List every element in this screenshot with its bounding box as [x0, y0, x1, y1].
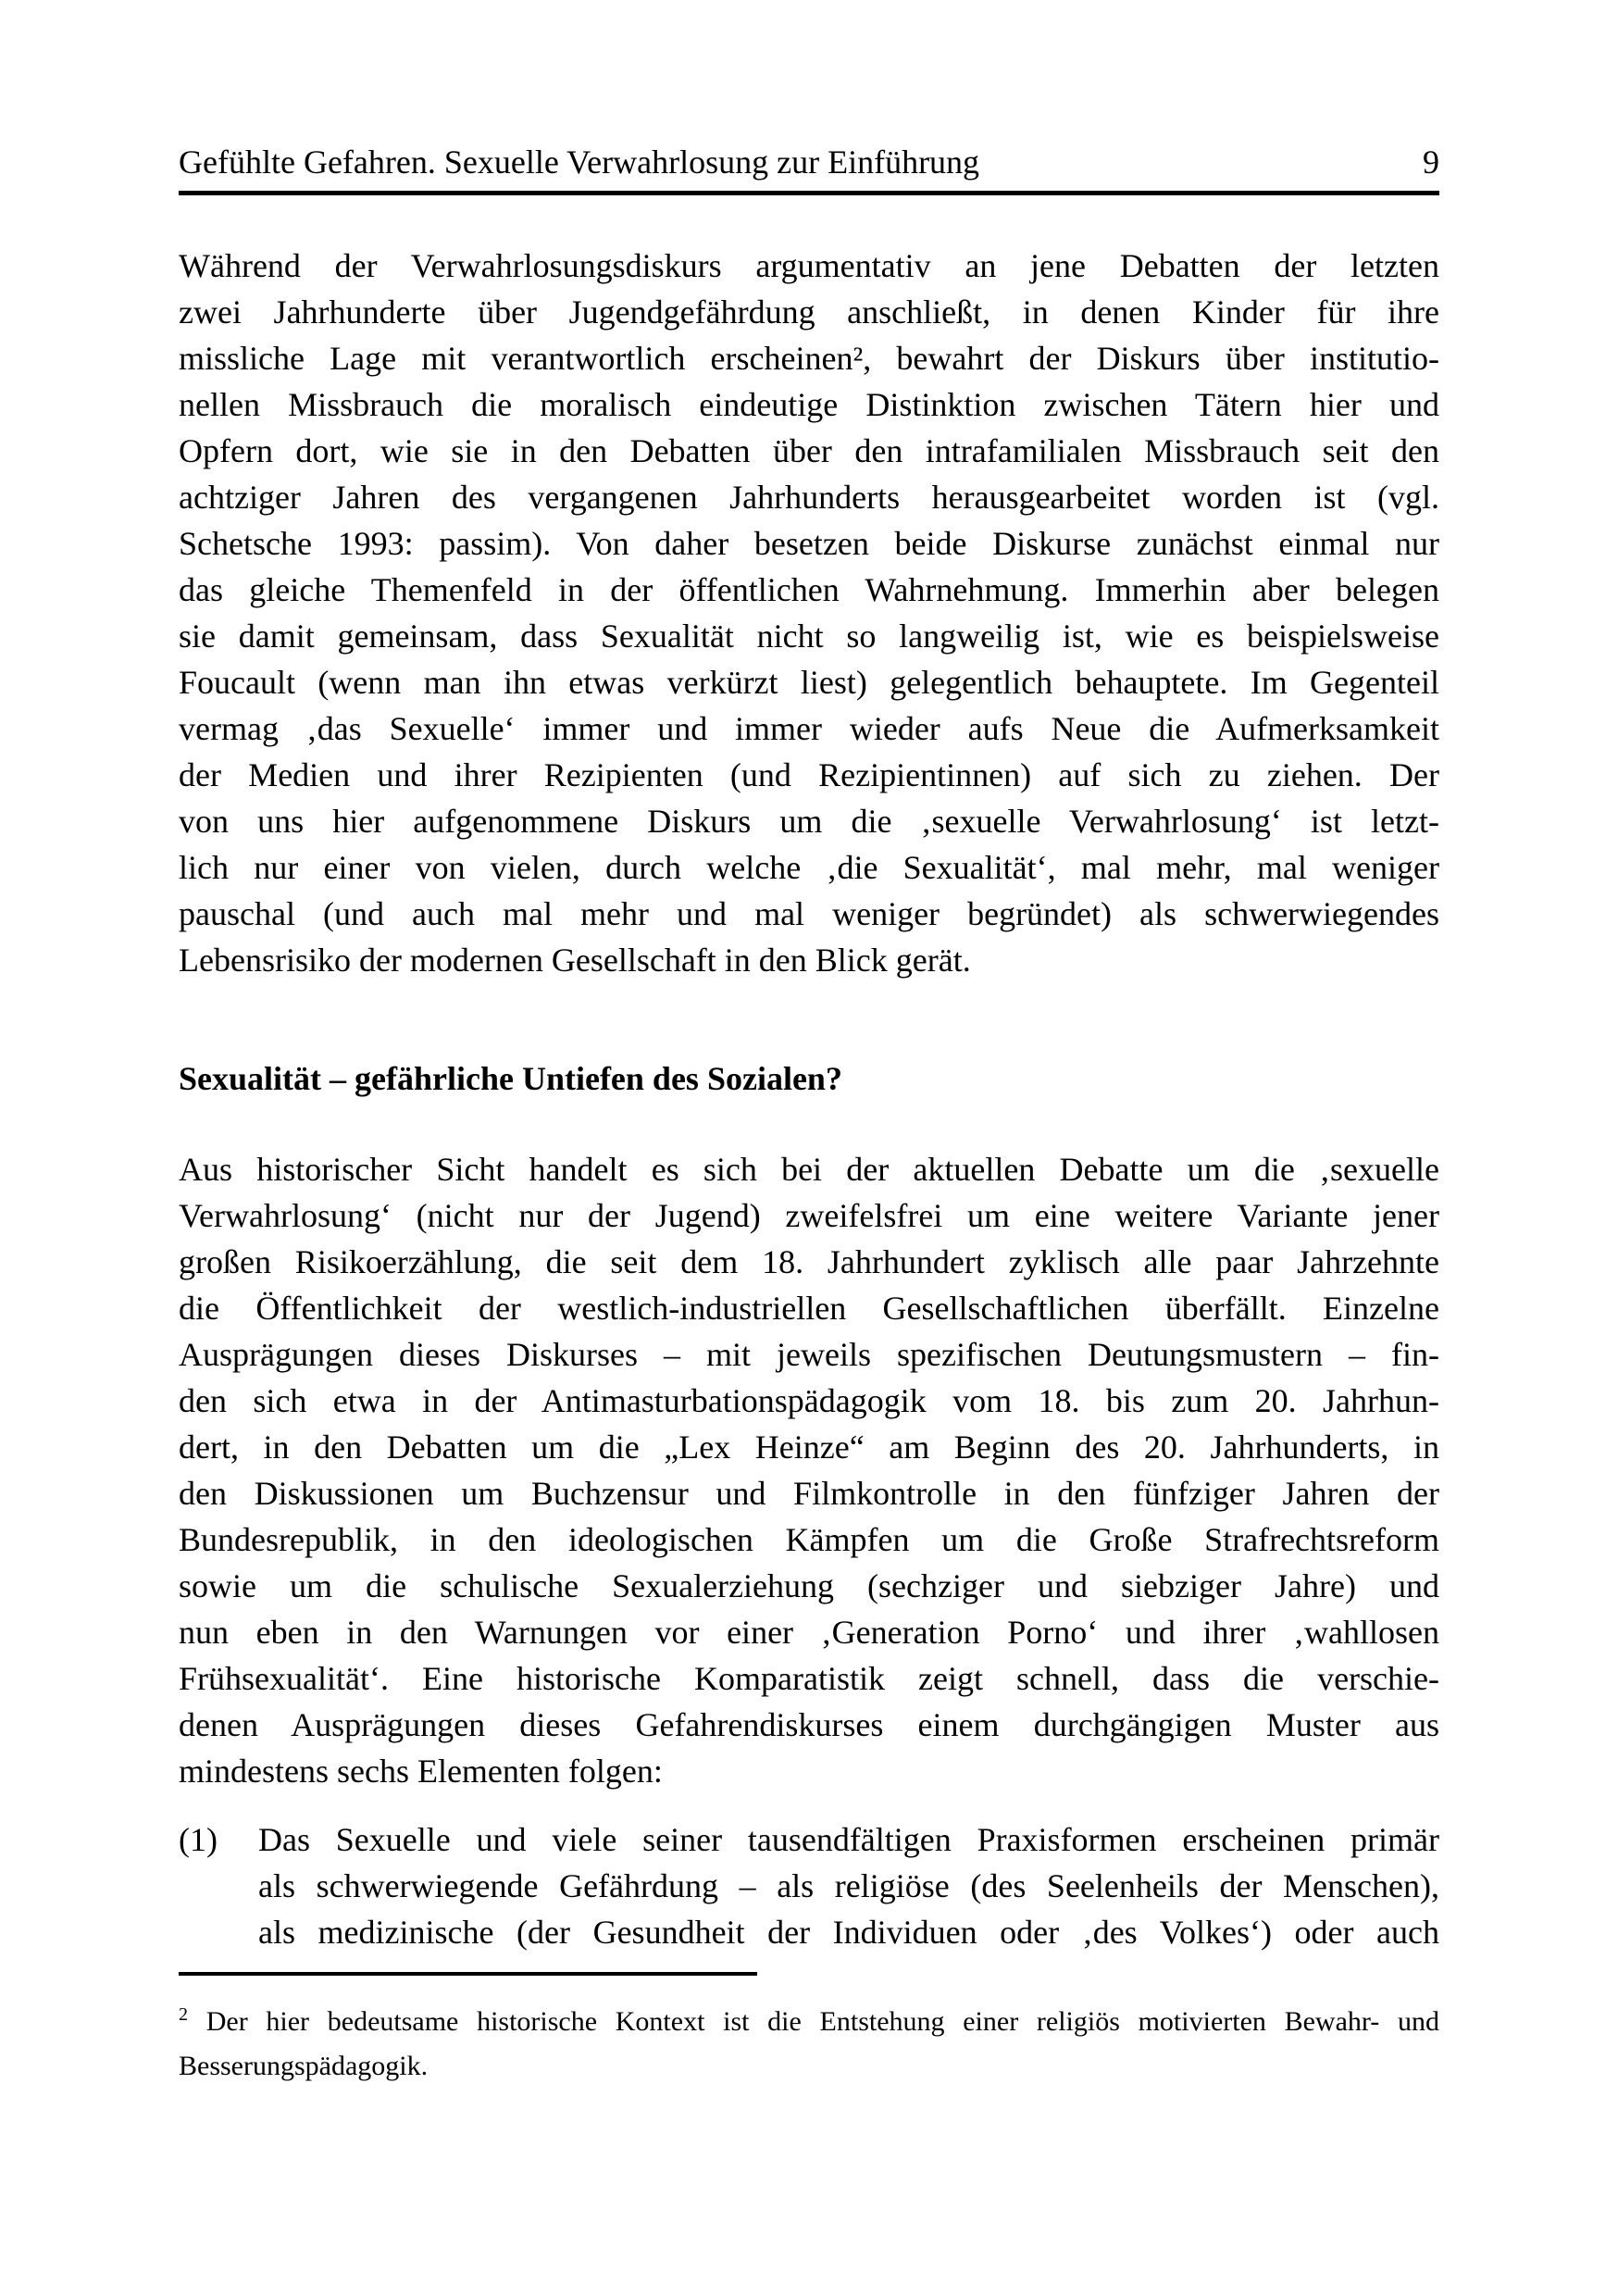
page-number: 9: [1423, 144, 1439, 181]
text-line: Verwahrlosung‘ (nicht nur der Jugend) zweifelsfrei um eine weitere Variante jener: [179, 1197, 1439, 1234]
footnote-text: Der hier bedeutsame historische Kontext ist die Entstehung einer religiös motivierten Bewahr- und: [205, 2006, 1439, 2037]
text-line: sie damit gemeinsam, dass Sexualität nicht so langweilig ist, wie es beispielsweise: [179, 618, 1439, 655]
footnote-marker: 2: [179, 2004, 188, 2025]
running-title: Gefühlte Gefahren. Sexuelle Verwahrlosung zur Einführung: [179, 144, 980, 181]
text-line: achtziger Jahren des vergangenen Jahrhunderts herausgearbeitet worden ist (vgl.: [179, 479, 1439, 516]
list-item: [179, 1816, 1439, 1955]
text-line: Opfern dort, wie sie in den Debatten über den intrafamilialen Missbrauch seit den: [179, 432, 1439, 469]
text-line: Foucault (wenn man ihn etwas verkürzt liest) gelegentlich behauptete. Im Gegenteil: [179, 664, 1439, 701]
running-header: [179, 141, 1439, 183]
text-line: denen Ausprägungen dieses Gefahrendiskurses einem durchgängigen Muster aus: [179, 1706, 1439, 1743]
text-line: den Diskussionen um Buchzensur und Filmkontrolle in den fünfziger Jahren der: [179, 1475, 1439, 1512]
footnote-rule: [179, 1972, 757, 1976]
text-line: Frühsexualität‘. Eine historische Komparatistik zeigt schnell, dass die verschie-: [179, 1660, 1439, 1697]
text-line: nun eben in den Warnungen vor einer ‚Generation Porno‘ und ihrer ‚wahllosen: [179, 1614, 1439, 1651]
text-line: von uns hier aufgenommene Diskurs um die ‚sexuelle Verwahrlosung‘ ist letzt-: [179, 803, 1439, 840]
text-line: missliche Lage mit verantwortlich erscheinen², bewahrt der Diskurs über institutio-: [179, 340, 1439, 377]
text-line: Aus historischer Sicht handelt es sich bei der aktuellen Debatte um die ‚sexuelle: [179, 1151, 1439, 1188]
text-line: nellen Missbrauch die moralisch eindeutige Distinktion zwischen Tätern hier und: [179, 386, 1439, 423]
text-line: Schetsche 1993: passim). Von daher besetzen beide Diskurse zunächst einmal nur: [179, 525, 1439, 562]
text-line: vermag ‚das Sexuelle‘ immer und immer wieder aufs Neue die Aufmerksamkeit: [179, 710, 1439, 747]
section-paragraph: [179, 1146, 1439, 1794]
text-line: der Medien und ihrer Rezipienten (und Rezipientinnen) auf sich zu ziehen. Der: [179, 756, 1439, 793]
text-line: die Öffentlichkeit der westlich-industriellen Gesellschaftlichen überfällt. Einzelne: [179, 1290, 1439, 1327]
list-item-marker: (1): [179, 1821, 218, 1858]
text-line: Bundesrepublik, in den ideologischen Kämpfen um die Große Strafrechtsreform: [179, 1521, 1439, 1558]
section-heading: Sexualität – gefährliche Untiefen des Sozialen?: [179, 1060, 842, 1097]
text-line: den sich etwa in der Antimasturbationspädagogik vom 18. bis zum 20. Jahrhun-: [179, 1382, 1439, 1419]
text-line: dert, in den Debatten um die „Lex Heinze“ am Beginn des 20. Jahrhunderts, in: [179, 1429, 1439, 1466]
list-item-text: [258, 1816, 1439, 1955]
footnote-line: [179, 2000, 1439, 2044]
text-line: Das Sexuelle und viele seiner tausendfältigen Praxisformen erscheinen primär: [258, 1821, 1439, 1858]
text-line: Während der Verwahrlosungsdiskurs argumentativ an jene Debatten der letzten: [179, 247, 1439, 284]
text-line: sowie um die schulische Sexualerziehung (sechziger und siebziger Jahre) und: [179, 1567, 1439, 1604]
text-line: Lebensrisiko der modernen Gesellschaft in den Blick gerät.: [179, 942, 971, 979]
text-line: lich nur einer von vielen, durch welche ‚die Sexualität‘, mal mehr, mal weniger: [179, 849, 1439, 886]
intro-paragraph: [179, 243, 1439, 983]
text-line: das gleiche Themenfeld in der öffentlichen Wahrnehmung. Immerhin aber belegen: [179, 571, 1439, 608]
footnote: [179, 2000, 1439, 2089]
text-line: pauschal (und auch mal mehr und mal weniger begründet) als schwerwiegendes: [179, 895, 1439, 932]
text-line: Ausprägungen dieses Diskurses – mit jeweils spezifischen Deutungsmustern – fin-: [179, 1336, 1439, 1373]
text-line: als schwerwiegende Gefährdung – als religiöse (des Seelenheils der Menschen),: [258, 1867, 1439, 1904]
text-line: als medizinische (der Gesundheit der Individuen oder ‚des Volkes‘) oder auch: [258, 1914, 1439, 1951]
footnote-line: Besserungspädagogik.: [179, 2051, 429, 2081]
text-line: großen Risikoerzählung, die seit dem 18. Jahrhundert zyklisch alle paar Jahrzehnte: [179, 1243, 1439, 1280]
text-line: mindestens sechs Elementen folgen:: [179, 1753, 663, 1790]
header-rule: [179, 191, 1439, 195]
text-line: zwei Jahrhunderte über Jugendgefährdung anschließt, in denen Kinder für ihre: [179, 293, 1439, 331]
